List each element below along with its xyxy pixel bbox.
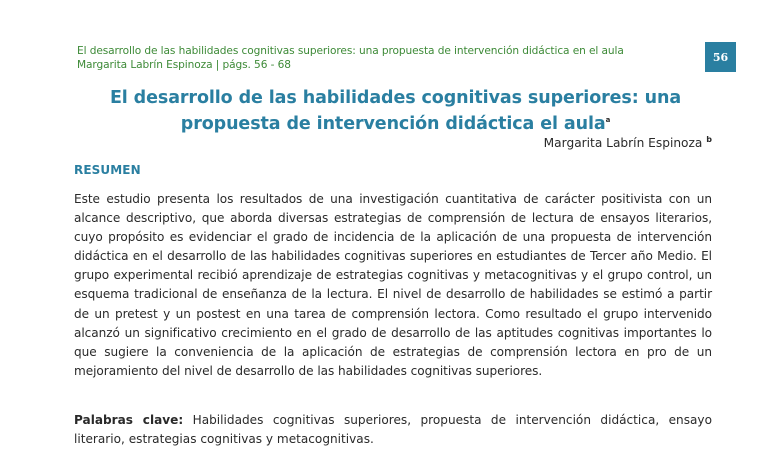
abstract-body: Este estudio presenta los resultados de una investigación cuantitativa de carácter positivista con un alcance descriptivo, que aborda diversas estrategias de comprensión de lectura de ensayos literarios, cuyo propósito es evidenciar el grado de incidencia de la aplicación de una propuesta de intervención didáctica en el desarrollo de las habilidades cognitivas superiores en estudiantes de Tercer año Medio. El grupo experimental recibió aprendizaje de estrategias cognitivas y metacognitivas y el grupo control, un esquema tradicional de enseñanza de la lectura. El nivel de desarrollo de habilidades se estimó a partir de un pretest y un postest en una tarea de comprensión lectora. Como resultado el grupo intervenido alcanzó un significativo crecimiento en el grado de desarrollo de las aptitudes cognitivas importantes lo que sugiere la conveniencia de la aplicación de estrategias de comprensión lectora en pro de un mejoramiento del nivel de desarrollo de las habilidades cognitivas superiores. (74, 192, 712, 378)
title-line-1: El desarrollo de las habilidades cognitivas superiores: una (109, 88, 682, 108)
title-line-2-text: propuesta de intervención didáctica el aula (180, 113, 606, 134)
keywords-text: Habilidades cognitivas superiores, propuesta de intervención didáctica, ensayo literario, estrategias cognitivas y metacognitivas. (74, 413, 712, 447)
running-header (77, 44, 624, 72)
keywords-colon: : (178, 413, 184, 427)
title-footnote-mark: a (605, 116, 611, 124)
abstract-heading: RESUMEN (74, 163, 141, 177)
article-title (77, 87, 714, 135)
running-header-author-pages: Margarita Labrín Espinoza | págs. 56 - 68 (77, 59, 291, 71)
keywords-paragraph (74, 411, 712, 449)
author-name: Margarita Labrín Espinoza (543, 136, 703, 151)
running-header-title: El desarrollo de las habilidades cognitivas superiores: una propuesta de intervención didáctica en el aula (77, 45, 624, 57)
title-line-2 (77, 109, 714, 135)
author-footnote-mark: b (706, 135, 712, 144)
author-byline (544, 135, 712, 150)
page-number-badge: 56 (705, 42, 736, 72)
keywords-label: Palabras clave (74, 413, 179, 427)
